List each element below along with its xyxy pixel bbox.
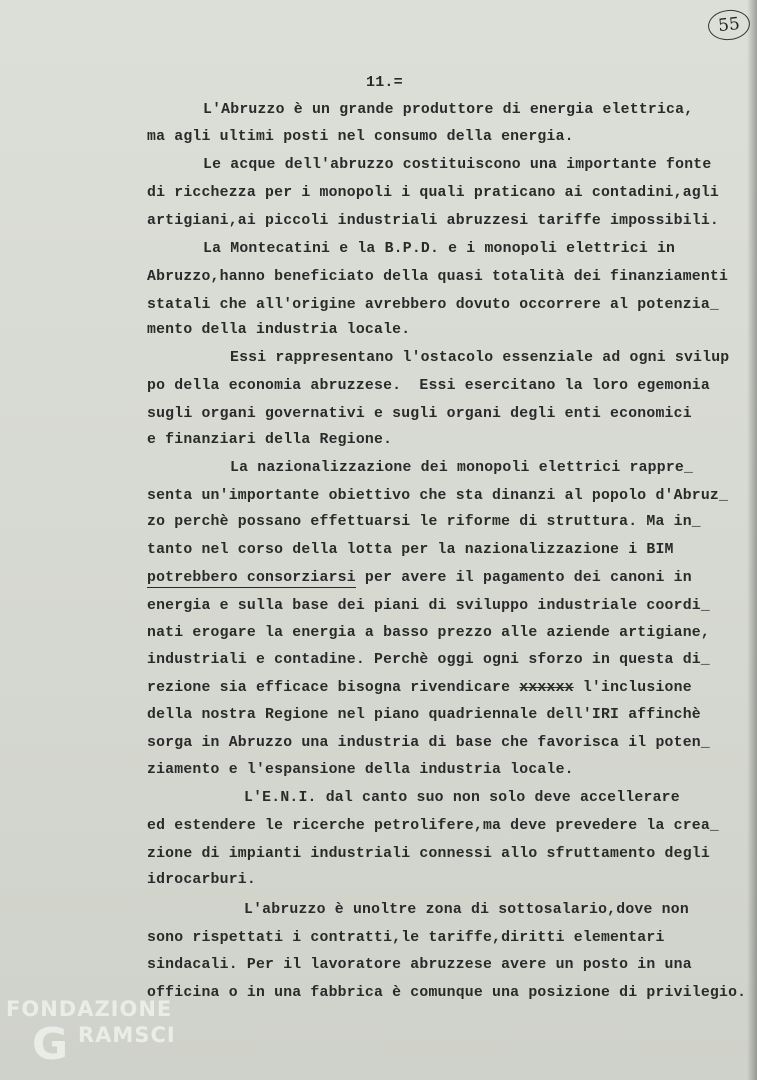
text-line: L'abruzzo è unoltre zona di sottosalario,dove non (244, 902, 689, 918)
text-line: ed estendere le ricerche petrolifere,ma deve prevedere la crea_ (147, 818, 720, 834)
text-line: L'E.N.I. dal canto suo non solo deve accellerare (244, 790, 680, 806)
text-line: industriali e contadine. Perchè oggi ogni sforzo in questa di_ (147, 652, 710, 668)
text-line: La nazionalizzazione dei monopoli elettrici rappre_ (230, 460, 694, 476)
text-line: di ricchezza per i monopoli i quali praticano ai contadini,agli (147, 185, 720, 201)
text-line: della nostra Regione nel piano quadriennale dell'IRI affinchè (147, 707, 701, 723)
text-line: e finanziari della Regione. (147, 432, 393, 448)
underlined-phrase: potrebbero consorziarsi (147, 570, 356, 586)
text-line: ma agli ultimi posti nel consumo della energia. (147, 129, 574, 145)
text-line: Essi rappresentano l'ostacolo essenziale ad ogni svilup (230, 350, 730, 366)
text-line: L'Abruzzo è un grande produttore di energia elettrica, (203, 102, 694, 118)
text-line: nati erogare la energia a basso prezzo alle aziende artigiane, (147, 625, 710, 641)
text-line: officina o in una fabbrica è comunque una posizione di privilegio. (147, 985, 747, 1001)
text-line: zo perchè possano effettuarsi le riforme di struttura. Ma in_ (147, 514, 701, 530)
text-line (147, 680, 692, 696)
text-line: senta un'importante obiettivo che sta dinanzi al popolo d'Abruz_ (147, 488, 729, 504)
struck-out-word: xxxxxx (519, 680, 574, 696)
text-line: tanto nel corso della lotta per la nazionalizzazione i BIM (147, 542, 674, 558)
text-line: La Montecatini e la B.P.D. e i monopoli elettrici in (203, 241, 676, 257)
text-line: sorga in Abruzzo una industria di base che favorisca il poten_ (147, 735, 710, 751)
text-line: statali che all'origine avrebbero dovuto occorrere al potenzia_ (147, 297, 720, 313)
text-line-start: rezione sia efficace bisogna rivendicare (147, 680, 520, 696)
text-line: idrocarburi. (147, 872, 256, 888)
watermark-line2: RAMSCI (78, 1023, 176, 1047)
text-line-rest: per avere il pagamento dei canoni in (355, 570, 692, 586)
text-line: Abruzzo,hanno beneficiato della quasi totalità dei finanziamenti (147, 269, 729, 285)
text-line: zione di impianti industriali connessi allo sfruttamento degli (147, 846, 710, 862)
text-line: mento della industria locale. (147, 322, 411, 338)
text-line: artigiani,ai piccoli industriali abruzzesi tariffe impossibili. (147, 213, 720, 229)
text-line: po della economia abruzzese. Essi esercitano la loro egemonia (147, 378, 710, 394)
text-line: Le acque dell'abruzzo costituiscono una importante fonte (203, 157, 712, 173)
text-line (147, 570, 692, 586)
page-number: 55 (707, 8, 752, 42)
watermark-line1: FONDAZIONE (6, 997, 173, 1021)
watermark-g-logo: G (32, 1019, 69, 1070)
fondazione-gramsci-watermark (6, 997, 176, 1077)
text-line-end: l'inclusione (573, 680, 692, 696)
text-line: sono rispettati i contratti,le tariffe,diritti elementari (147, 930, 665, 946)
page-title: 11.= (366, 74, 403, 91)
scan-edge-shadow (747, 0, 757, 1080)
text-line: energia e sulla base dei piani di sviluppo industriale coordi_ (147, 598, 710, 614)
text-line: ziamento e l'espansione della industria locale. (147, 762, 574, 778)
text-line: sindacali. Per il lavoratore abruzzese avere un posto in una (147, 957, 692, 973)
text-line: sugli organi governativi e sugli organi degli enti economici (147, 406, 692, 422)
